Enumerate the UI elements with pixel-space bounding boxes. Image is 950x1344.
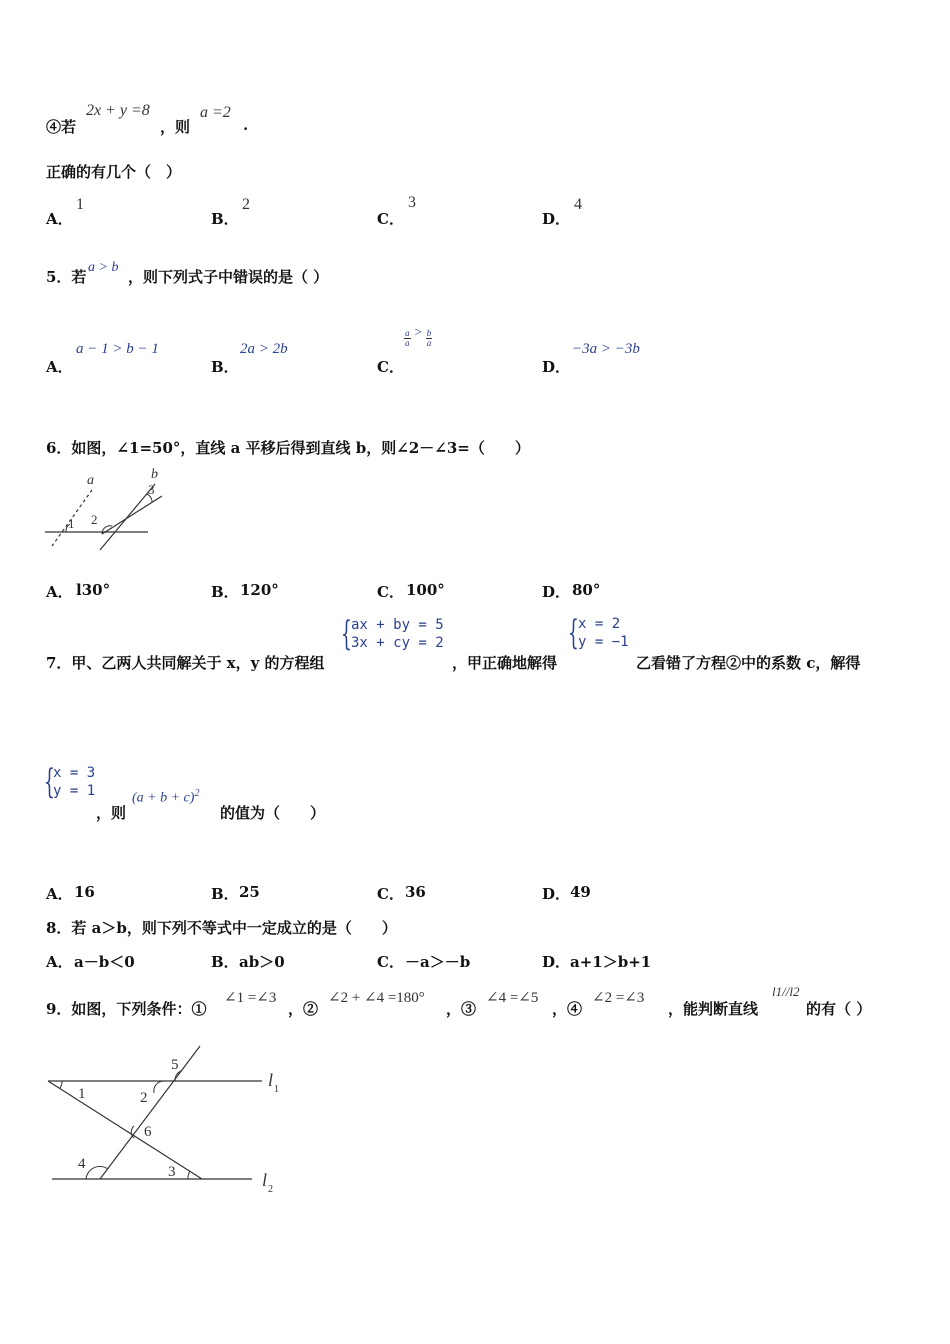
q9-condition-4: ∠2 =∠3 [592, 990, 645, 1006]
q8-option-a-value: a－b＜0 [74, 953, 135, 971]
q5-option-b-letter: B． [211, 358, 239, 376]
q6-option-a-letter: A． [46, 583, 73, 601]
q5-c-num2: b [426, 328, 432, 338]
q9-label-2: 2 [140, 1090, 148, 1106]
q9-tail: 的有（ ） [806, 1000, 872, 1018]
q7-then: ，则 [96, 804, 127, 822]
q6-option-b-letter: B． [211, 583, 239, 601]
q7-system: { ax + by = 5 3x + cy = 2 [341, 614, 444, 654]
q4-option-c-value: 3 [408, 194, 416, 211]
q7-solution-2: { x = 3 y = 1 [44, 762, 96, 802]
q8-option-b-value: ab＞0 [239, 953, 285, 971]
q9-angle2-arc [154, 1081, 164, 1093]
q8-option-a-letter: A． [46, 953, 73, 971]
q9-label-l2-sub: 2 [268, 1184, 273, 1195]
q7-solution-1: { x = 2 y = −1 [568, 613, 629, 653]
q6-option-d-value: 80° [572, 581, 601, 599]
q4-result: a =2 [200, 104, 231, 121]
q4-option-a-value: 1 [76, 196, 84, 213]
q8-stem: 8．若 a＞b，则下列不等式中一定成立的是（ ） [46, 919, 397, 937]
q7-system-line2: 3x + cy = 2 [351, 635, 444, 651]
q4-option-c-letter: C． [377, 210, 404, 228]
q9-condition-3: ∠4 =∠5 [486, 990, 539, 1006]
q7-stem-suffix: 乙看错了方程②中的系数 c，解得 [636, 654, 861, 672]
q5-stem-prefix: 5．若 [46, 268, 87, 286]
q9-label-l1-sub: 1 [274, 1084, 279, 1095]
q9-label-1: 1 [78, 1086, 86, 1102]
q7-expression-exponent: 2 [194, 788, 200, 799]
q7-system-line1: ax + by = 5 [351, 617, 444, 633]
q6-label-a: a [87, 473, 94, 488]
q9-label-3: 3 [168, 1164, 176, 1180]
q4-end: . [243, 116, 249, 134]
q9-angle1-arc [60, 1081, 62, 1088]
q6-line-c [102, 496, 162, 534]
q7-solution-1-x: x = 2 [578, 616, 621, 632]
q9-separator-3: ，③ [446, 1000, 477, 1018]
q7-expression-base: (a + b + c) [132, 790, 195, 806]
q4-then: ，则 [160, 118, 191, 136]
q6-option-b-value: 120° [240, 581, 279, 599]
q9-transversal-1 [100, 1046, 200, 1179]
q7-solution-2-x: x = 3 [53, 765, 96, 781]
q9-stem-prefix: 9．如图，下列条件：① [46, 1000, 207, 1018]
q9-label-6: 6 [144, 1124, 152, 1140]
q6-option-c-letter: C． [377, 583, 404, 601]
q5-c-den2: a [426, 338, 432, 348]
q4-label: ④若 [46, 118, 77, 136]
q5-stem-suffix: ，则下列式子中错误的是（ ） [128, 268, 329, 286]
q6-label-b: b [151, 467, 158, 482]
q7-solution-2-y: y = 1 [53, 783, 96, 799]
q9-figure [40, 1040, 290, 1200]
q6-option-c-value: 100° [406, 581, 445, 599]
q7-option-d-letter: D． [542, 885, 571, 903]
q8-option-c-letter: C． [377, 953, 404, 971]
q6-label-1: 1 [68, 516, 75, 531]
q6-stem: 6．如图，∠1=50°，直线 a 平移后得到直线 b，则∠2－∠3=（ ） [46, 439, 530, 457]
q7-expression [132, 788, 199, 807]
q7-stem-prefix: 7．甲、乙两人共同解关于 x，y 的方程组 [46, 654, 325, 672]
q4-option-d-value: 4 [574, 196, 582, 213]
q7-option-a-value: 16 [74, 883, 95, 901]
q5-option-d-letter: D． [542, 358, 571, 376]
q9-transversal-2 [48, 1081, 202, 1179]
q6-option-d-letter: D． [542, 583, 571, 601]
q7-solution-1-y: y = −1 [578, 634, 629, 650]
q6-option-a-value: l30° [76, 581, 111, 599]
q7-option-b-value: 25 [239, 883, 260, 901]
q5-condition: a > b [88, 260, 119, 275]
q9-condition-1: ∠1 =∠3 [224, 990, 277, 1006]
q9-angle3-arc [188, 1171, 190, 1179]
q4-option-d-letter: D． [542, 210, 571, 228]
q7-option-d-value: 49 [570, 883, 591, 901]
q5-c-rel: > [413, 324, 423, 339]
q4-option-b-letter: B． [211, 210, 239, 228]
q5-c-num1: a [405, 328, 410, 338]
q9-label-4: 4 [78, 1156, 86, 1172]
q7-tail: 的值为（ ） [220, 804, 326, 822]
q9-separator-2: ，② [288, 1000, 319, 1018]
q4-option-b-value: 2 [242, 196, 250, 213]
q9-lines: l1//l2 [772, 984, 800, 999]
q8-option-b-letter: B． [211, 953, 239, 971]
q9-condition-2: ∠2 + ∠4 =180° [328, 990, 425, 1006]
q9-label-l2: l [262, 1170, 268, 1190]
q5-option-a-letter: A． [46, 358, 73, 376]
q4-equation: 2x + y =8 [86, 102, 150, 119]
q9-stem-middle: ，能判断直线 [668, 1000, 759, 1018]
q7-option-b-letter: B． [211, 885, 239, 903]
q4-option-a-letter: A． [46, 210, 73, 228]
q5-option-b-value: 2a > 2b [240, 341, 288, 357]
q6-label-2: 2 [91, 512, 98, 527]
q5-option-a-value: a − 1 > b − 1 [76, 341, 159, 357]
q7-stem-middle: ，甲正确地解得 [452, 654, 558, 672]
q6-label-3: 3 [148, 482, 155, 497]
q5-option-c-value [404, 324, 432, 348]
q8-option-c-value: －a＞－b [405, 953, 471, 971]
q4-prompt: 正确的有几个（ ） [46, 163, 182, 181]
q5-option-d-value: −3a > −3b [572, 341, 640, 357]
q8-option-d-value: a+1＞b+1 [570, 953, 652, 971]
q7-option-c-value: 36 [405, 883, 426, 901]
q5-option-c-letter: C． [377, 358, 404, 376]
q7-option-a-letter: A． [46, 885, 73, 903]
q7-option-c-letter: C． [377, 885, 404, 903]
q6-figure [40, 462, 170, 554]
q9-separator-4: ，④ [552, 1000, 583, 1018]
q8-option-d-letter: D． [542, 953, 571, 971]
q5-c-den1: a [405, 338, 410, 348]
q9-label-l1: l [268, 1070, 274, 1090]
q9-label-5: 5 [171, 1057, 179, 1073]
